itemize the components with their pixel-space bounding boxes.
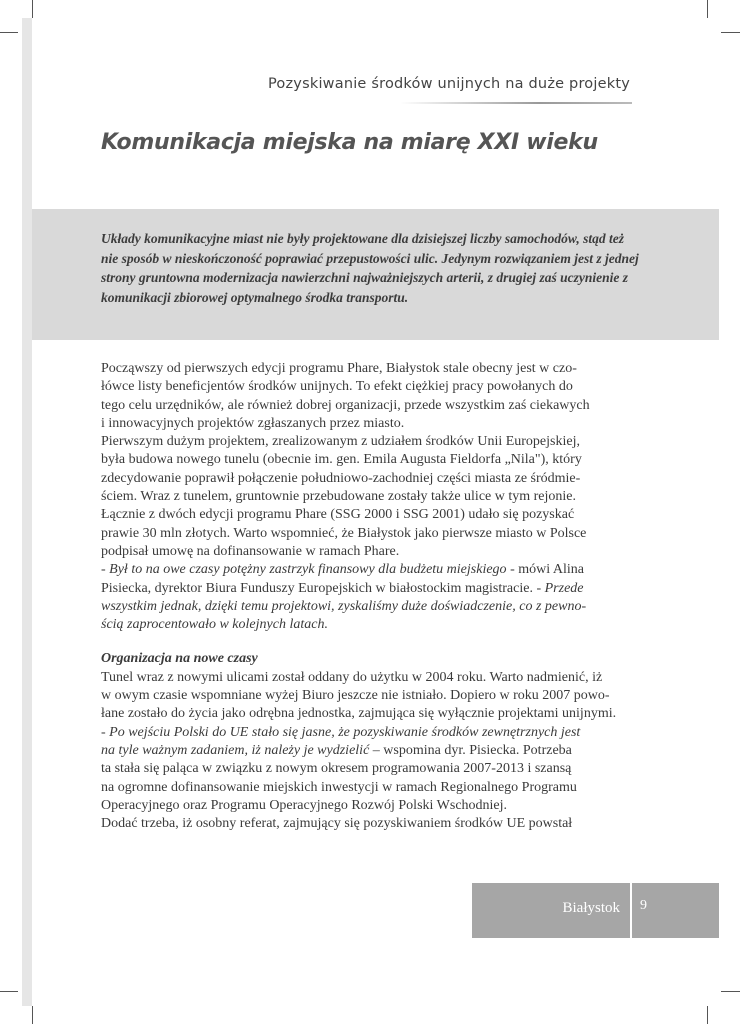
crop-mark-top-right-v (707, 0, 708, 18)
quote-line (101, 561, 646, 579)
running-header: Pozyskiwanie środków unijnych na duże projekty (268, 76, 630, 92)
quote-italic: - Był to na owe czasy potężny zastrzyk finansowy dla budżetu miejskiego (101, 562, 507, 578)
quote-italic: - Przede (536, 580, 584, 596)
body-line: ta stała się paląca w związku z nowym okresem programowania 2007-2013 i szansą (101, 761, 572, 777)
quote-line: ścią zaprocentowało w kolejnych latach. (101, 617, 328, 633)
body-line: podpisał umowę na dofinansowanie w ramach Phare. (101, 543, 400, 559)
crop-mark-top-left-v (32, 0, 33, 18)
quote-italic: na tyle ważnym zadaniem, iż należy je wydzielić (101, 742, 370, 758)
crop-mark-bottom-left-h (0, 991, 18, 992)
body-line: prawie 30 mln złotych. Warto wspomnieć, że Białystok jako pierwsze miasto w Polsce (101, 525, 587, 541)
footer-divider (630, 883, 632, 938)
body-line: tego celu urzędników, ale również dobrej organizacji, przede wszystkim zaś ciekawych (101, 397, 590, 413)
crop-mark-bottom-right-h (721, 991, 740, 992)
quote-line (101, 742, 646, 760)
article-body (101, 360, 646, 833)
page-number: 9 (640, 898, 647, 913)
body-line: łane zostało do życia jako odrębna jednostka, zajmująca się wyłącznie projektami unijnymi. (101, 706, 617, 722)
section-subheading: Organizacja na nowe czasy (101, 651, 258, 667)
body-line: w owym czasie wspomniane wyżej Biuro jeszcze nie istniało. Dopiero w roku 2007 powo- (101, 688, 610, 704)
paragraph-gap (101, 634, 646, 650)
body-line: Począwszy od pierwszych edycji programu Phare, Białystok stale obecny jest w czo- (101, 361, 577, 376)
crop-mark-top-right-h (721, 32, 740, 33)
body-line: Łącznie z dwóch edycji programu Phare (SSG 2000 i SSG 2001) udało się pozyskać (101, 507, 575, 523)
body-line: Operacyjnego oraz Programu Operacyjnego Rozwój Polski Wschodniej. (101, 797, 508, 813)
crop-mark-bottom-right-v (707, 1006, 708, 1024)
footer-city: Białystok (562, 900, 620, 916)
body-line: była budowa nowego tunelu (obecnie im. gen. Emila Augusta Fieldorfa „Nila"), który (101, 452, 582, 468)
article-title: Komunikacja miejska na miarę XXI wieku (101, 130, 598, 155)
quote-line (101, 580, 646, 598)
crop-mark-bottom-left-v (32, 1006, 33, 1024)
quote-attribution: – wspomina dyr. Pisiecka. Potrzeba (369, 742, 572, 758)
body-line: zdecydowanie poprawił połączenie południowo-zachodniej części miasta ze śródmie- (101, 470, 581, 486)
body-line: łówce listy beneficjentów środków unijnych. To efekt ciężkiej pracy powołanych do (101, 379, 573, 395)
page-gutter (22, 18, 32, 1006)
body-line: i innowacyjnych projektów zgłaszanych przez miasto. (101, 415, 405, 431)
body-line: Dodać trzeba, iż osobny referat, zajmujący się pozyskiwaniem środków UE powstał (101, 816, 573, 832)
crop-mark-top-left-h (0, 32, 18, 33)
quote-line: - Po wejściu Polski do UE stało się jasne, że pozyskiwanie środków zewnętrznych jest (101, 724, 581, 740)
body-line: ściem. Wraz z tunelem, gruntownie przebudowane zostały także ulice w tym rejonie. (101, 489, 577, 505)
quote-attribution: - mówi Alina (506, 562, 584, 578)
body-line: na ogromne dofinansowanie miejskich inwestycji w ramach Regionalnego Programu (101, 779, 577, 795)
quote-attribution: Pisiecka, dyrektor Biura Funduszy Europejskich w białostockim magistracie. (101, 580, 537, 596)
body-line: Pierwszym dużym projektem, zrealizowanym z udziałem środków Unii Europejskiej, (101, 434, 580, 450)
quote-line: wszystkim jednak, dzięki temu projektowi, zyskaliśmy duże doświadczenie, co z pewno- (101, 598, 587, 614)
body-line: Tunel wraz z nowymi ulicami został oddany do użytku w 2004 roku. Warto nadmienić, iż (101, 669, 603, 685)
article-lead: Układy komunikacyjne miast nie były projektowane dla dzisiejszej liczby samochodów, stąd też nie sposób w nieskończoność poprawiać przepustowości ulic. Jedynym rozwiązaniem jest z jednej strony gruntowna modernizacja nawierzchni najważniejszych arterii, z drugiej zaś uczynienie z komunikacji zbiorowej optymalnego środka transportu. (101, 231, 639, 305)
header-rule (400, 102, 632, 104)
